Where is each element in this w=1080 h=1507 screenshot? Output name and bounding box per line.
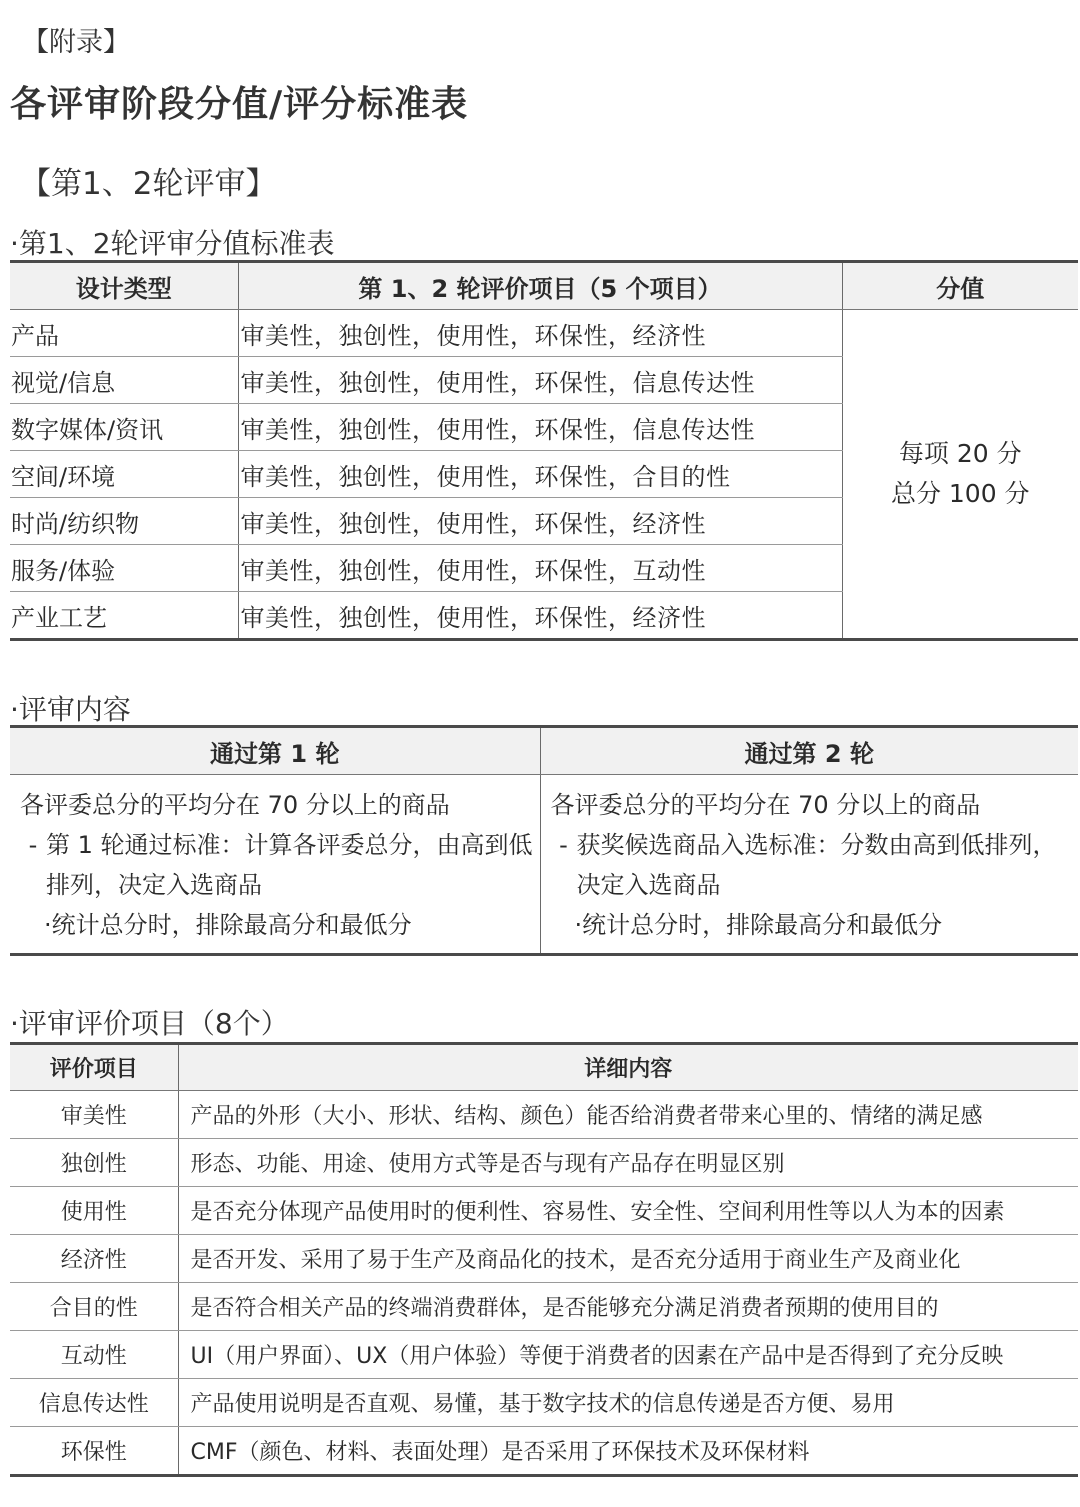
round-1-pass-standard (20, 825, 534, 905)
review-content-table (10, 725, 1078, 956)
header-design-type: 设计类型 (10, 262, 238, 310)
round-2-pass-standard-text: 获奖候选商品入选标准：分数由高到低排列，决定入选商品 (576, 831, 1057, 899)
evaluation-items-cell: 审美性，独创性，使用性，环保性，经济性 (238, 592, 842, 640)
item-name-cell: 信息传达性 (10, 1379, 178, 1427)
header-details: 详细内容 (178, 1044, 1078, 1091)
evaluation-items-cell: 审美性，独创性，使用性，环保性，经济性 (238, 498, 842, 545)
item-name-cell: 独创性 (10, 1139, 178, 1187)
table-row (10, 1091, 1078, 1139)
item-name-cell: 合目的性 (10, 1283, 178, 1331)
dash-marker: - (559, 831, 568, 859)
item-detail-cell: 形态、功能、用途、使用方式等是否与现有产品存在明显区别 (178, 1139, 1078, 1187)
design-type-cell: 产业工艺 (10, 592, 238, 640)
section-title-evaluation-items: ·评审评价项目（8个） (10, 1007, 289, 1040)
round-2-pass-standard (551, 825, 1073, 905)
table-row (10, 1139, 1078, 1187)
table-header-row (10, 727, 1078, 775)
table-row (10, 1283, 1078, 1331)
item-detail-cell: 产品使用说明是否直观、易懂，基于数字技术的信息传递是否方便、易用 (178, 1379, 1078, 1427)
round-1-average-criteria: 各评委总分的平均分在 70 分以上的商品 (20, 791, 450, 819)
score-cell (842, 310, 1078, 640)
item-name-cell: 互动性 (10, 1331, 178, 1379)
design-type-cell: 视觉/信息 (10, 357, 238, 404)
evaluation-items-cell: 审美性，独创性，使用性，环保性，经济性 (238, 310, 842, 357)
table-header-row (10, 1044, 1078, 1091)
round-2-cell (540, 775, 1078, 955)
score-total: 总分 100 分 (890, 479, 1030, 508)
design-type-cell: 产品 (10, 310, 238, 357)
header-round-2: 通过第 2 轮 (540, 727, 1078, 775)
table-row (10, 1331, 1078, 1379)
dash-marker: - (28, 831, 38, 859)
item-detail-cell: 产品的外形（大小、形状、结构、颜色）能否给消费者带来心里的、情绪的满足感 (178, 1091, 1078, 1139)
item-name-cell: 环保性 (10, 1427, 178, 1476)
design-type-cell: 数字媒体/资讯 (10, 404, 238, 451)
round-heading: 【第1、2轮评审】 (20, 166, 277, 202)
item-name-cell: 使用性 (10, 1187, 178, 1235)
appendix-label: 【附录】 (22, 27, 130, 58)
design-type-cell: 服务/体验 (10, 545, 238, 592)
evaluation-items-cell: 审美性，独创性，使用性，环保性，合目的性 (238, 451, 842, 498)
table-row (10, 1379, 1078, 1427)
table-header-row (10, 262, 1078, 310)
section-title-review-content: ·评审内容 (10, 693, 131, 726)
item-detail-cell: UI（用户界面）、UX（用户体验）等便于消费者的因素在产品中是否得到了充分反映 (178, 1331, 1078, 1379)
round-1-cell (10, 775, 540, 955)
round-1-pass-standard-text: 第 1 轮通过标准：计算各评委总分，由高到低排列，决定入选商品 (46, 831, 533, 899)
item-name-cell: 经济性 (10, 1235, 178, 1283)
table-row (10, 310, 1078, 357)
design-type-cell: 时尚/纺织物 (10, 498, 238, 545)
round-2-note: ·统计总分时，排除最高分和最低分 (574, 911, 943, 939)
evaluation-items-cell: 审美性，独创性，使用性，环保性，互动性 (238, 545, 842, 592)
design-type-cell: 空间/环境 (10, 451, 238, 498)
score-standard-table (10, 260, 1078, 641)
round-2-average-criteria: 各评委总分的平均分在 70 分以上的商品 (550, 791, 981, 819)
item-detail-cell: 是否充分体现产品使用时的便利性、容易性、安全性、空间利用性等以人为本的因素 (178, 1187, 1078, 1235)
round-1-note: ·统计总分时，排除最高分和最低分 (44, 911, 412, 939)
table-row (10, 1235, 1078, 1283)
page-title: 各评审阶段分值/评分标准表 (10, 84, 469, 125)
section-title-score-standard: ·第1、2轮评审分值标准表 (10, 227, 335, 260)
header-round-1: 通过第 1 轮 (10, 727, 540, 775)
header-score: 分值 (842, 262, 1078, 310)
score-per-item: 每项 20 分 (898, 439, 1022, 468)
header-evaluation-items: 第 1、2 轮评价项目（5 个项目） (238, 262, 842, 310)
table-row (10, 1187, 1078, 1235)
item-detail-cell: CMF（颜色、材料、表面处理）是否采用了环保技术及环保材料 (190, 1440, 810, 1465)
table-row (10, 1427, 1078, 1476)
header-evaluation-item: 评价项目 (10, 1044, 178, 1091)
item-detail-cell: 是否符合相关产品的终端消费群体，是否能够充分满足消费者预期的使用目的 (178, 1283, 1078, 1331)
item-detail-cell: 是否开发、采用了易于生产及商品化的技术，是否充分适用于商业生产及商业化 (178, 1235, 1078, 1283)
evaluation-items-table (10, 1042, 1078, 1477)
evaluation-items-cell: 审美性，独创性，使用性，环保性，信息传达性 (238, 357, 842, 404)
table-row (10, 775, 1078, 955)
evaluation-items-cell: 审美性，独创性，使用性，环保性，信息传达性 (238, 404, 842, 451)
item-name-cell: 审美性 (10, 1091, 178, 1139)
